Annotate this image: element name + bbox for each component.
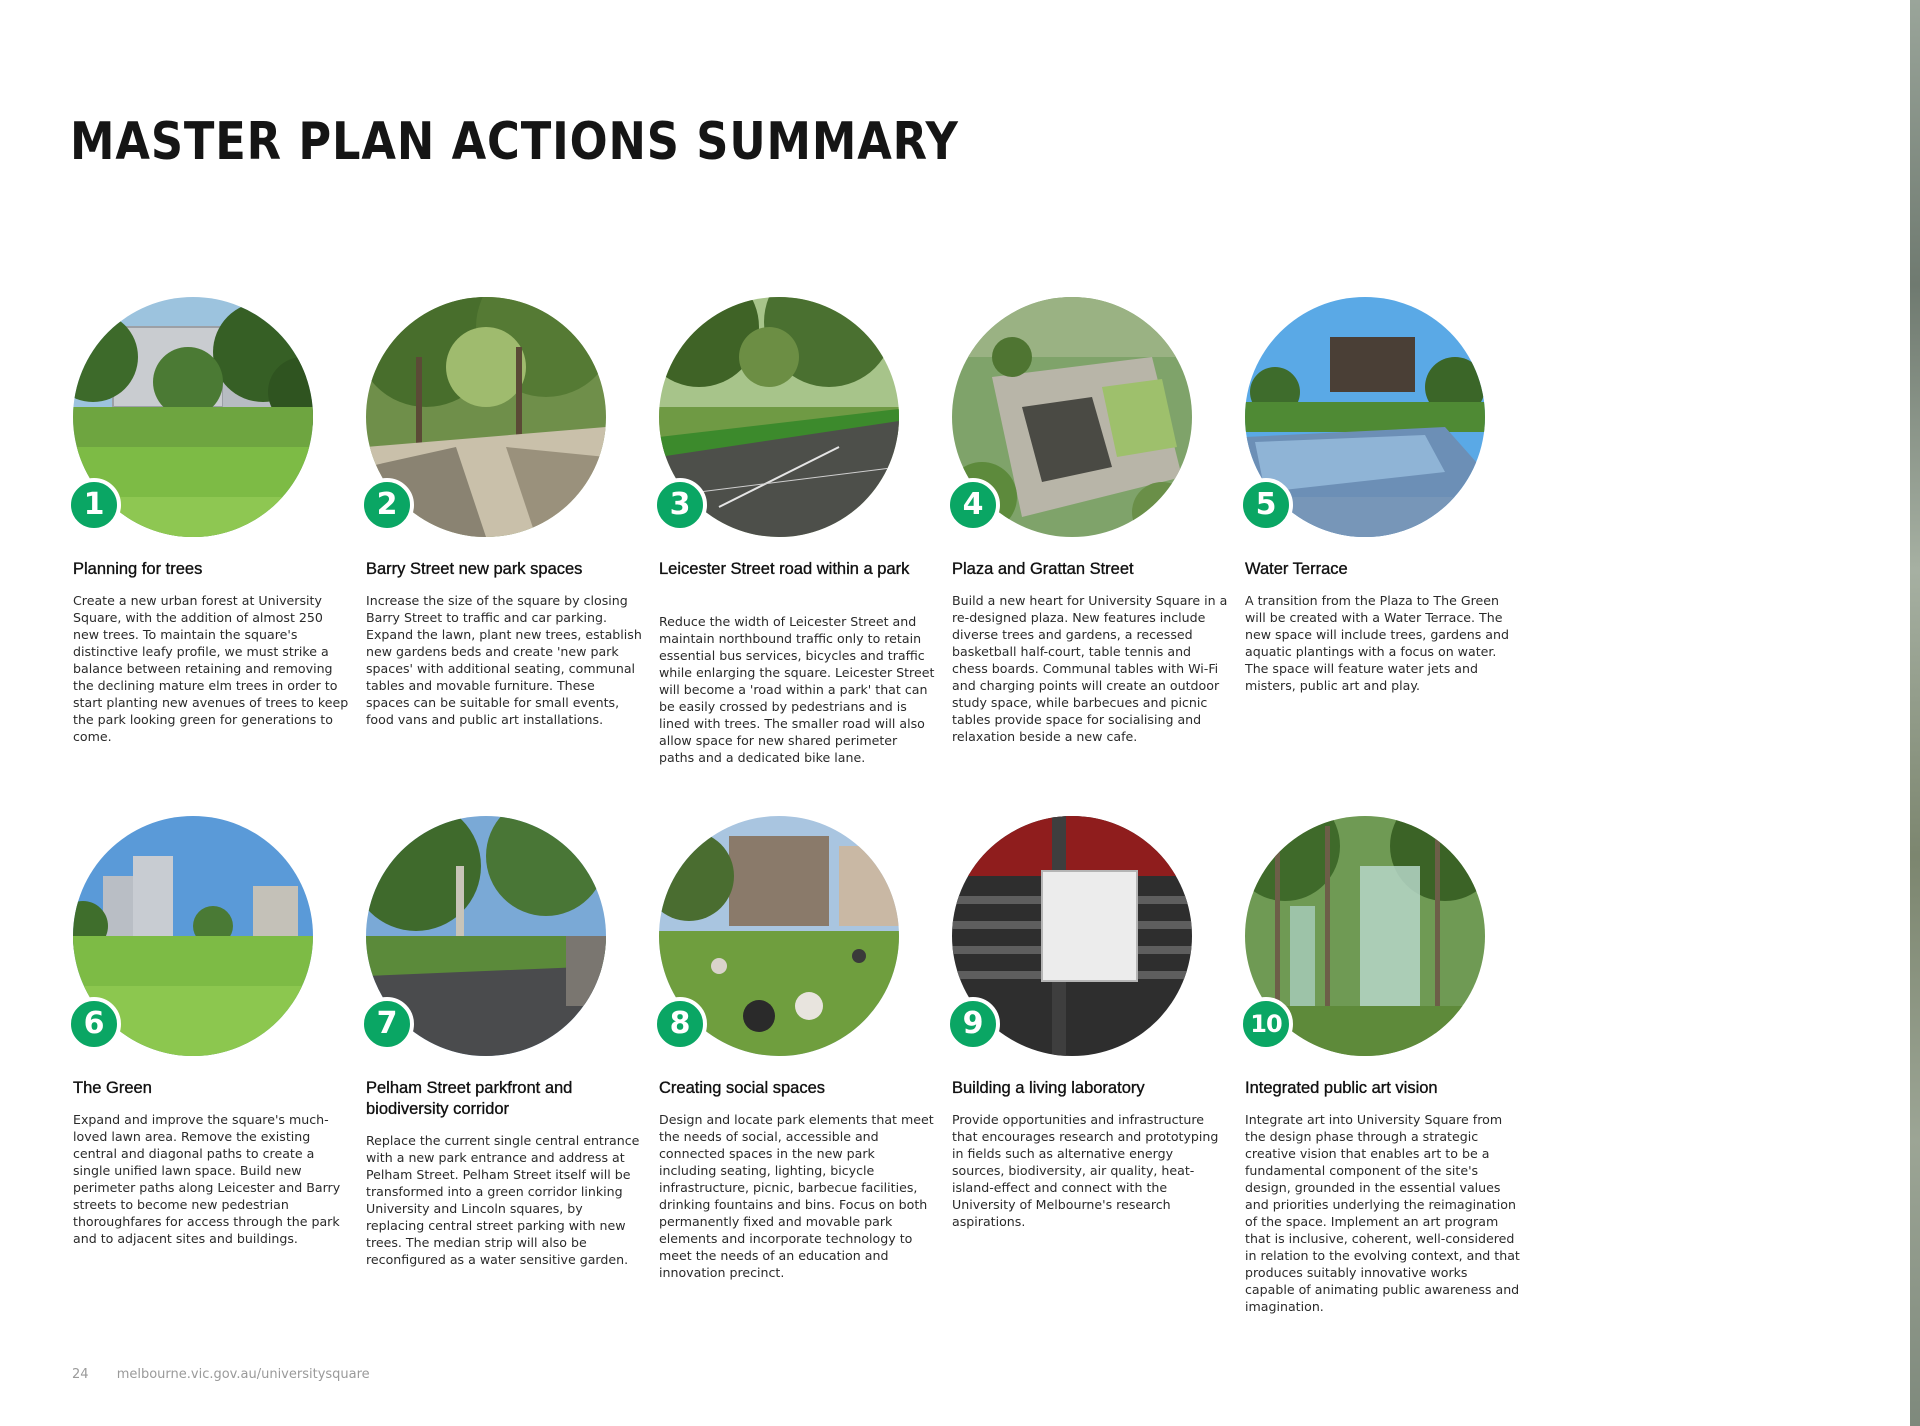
- action-description: Provide opportunities and infrastructure that encourages research and prototyping in fields such as alternative energy sources, biodiversity, air quality, heat-island-effect and connect with the University of Melbourne's research aspirations.: [952, 1112, 1219, 1229]
- action-title: Integrated public art vision: [1245, 1079, 1438, 1097]
- action-description: Build a new heart for University Square in a re-designed plaza. New features include diverse trees and gardens, a recessed basketball half-court, table tennis and chess boards. Communal tables with Wi-Fi and charging points will create an outdoor study space, while barbecues and picnic tables provide space for socialising and relaxation beside a new cafe.: [952, 593, 1228, 744]
- action-title: Pelham Street parkfront and biodiversity corridor: [366, 1079, 573, 1118]
- action-number-badge: 7: [360, 997, 414, 1051]
- page-title: MASTER PLAN ACTIONS SUMMARY: [70, 112, 959, 172]
- action-title: Planning for trees: [73, 560, 203, 578]
- action-number-badge: 9: [946, 997, 1000, 1051]
- action-title: Water Terrace: [1245, 560, 1348, 578]
- action-title: Plaza and Grattan Street: [952, 560, 1134, 578]
- action-number-badge: 8: [653, 997, 707, 1051]
- action-description: Replace the current single central entrance with a new park entrance and address at Pelham Street. Pelham Street itself will be transformed into a green corridor linking University and Lincoln squares, by replacing central street parking with new trees. The median strip will also be reconfigured as a water sensitive garden.: [366, 1133, 640, 1267]
- action-title: Barry Street new park spaces: [366, 560, 583, 578]
- action-description: Integrate art into University Square from the design phase through a strategic creative vision that enables art to be a fundamental component of the site's design, grounded in the essential values and priorities underlying the reimagination of the space. Implement an art program that is inclusive, coherent, well-considered in relation to the evolving context, and that produces suitably innovative works capable of animating public awareness and imagination.: [1245, 1112, 1520, 1314]
- action-number-badge: 3: [653, 478, 707, 532]
- adjacent-page-edge: [1910, 0, 1920, 1426]
- action-number-badge: 4: [946, 478, 1000, 532]
- action-description: Reduce the width of Leicester Street and maintain northbound traffic only to retain essential bus services, bicycles and traffic while enlarging the square. Leicester Street will become a 'road within a park' that can be easily crossed by pedestrians and is lined with trees. The smaller road will also allow space for new shared perimeter paths and a dedicated bike lane.: [659, 614, 935, 765]
- action-number-badge: 1: [67, 478, 121, 532]
- action-number-badge: 6: [67, 997, 121, 1051]
- page-footer: [72, 1367, 370, 1382]
- action-title: Leicester Street road within a park: [659, 560, 910, 578]
- action-number-badge: 2: [360, 478, 414, 532]
- action-title: The Green: [73, 1079, 152, 1097]
- action-description: Design and locate park elements that meet the needs of social, accessible and connected spaces in the new park including seating, lighting, bicycle infrastructure, picnic, barbecue facilities, drinking fountains and bins. Focus on both permanently fixed and movable park elements and incorporate technology to meet the needs of an education and innovation precinct.: [659, 1112, 934, 1280]
- action-number-badge: 5: [1239, 478, 1293, 532]
- action-description: Increase the size of the square by closing Barry Street to traffic and car parking. Expand the lawn, plant new trees, establish new gardens beds and create 'new park spaces' with additional seating, communal tables and movable furniture. These spaces can be suitable for small events, food vans and public art installations.: [366, 593, 642, 727]
- action-number-badge: 10: [1239, 997, 1293, 1051]
- action-description: Create a new urban forest at University Square, with the addition of almost 250 new trees. To maintain the square's distinctive leafy profile, we must strike a balance between retaining and removing the declining mature elm trees in order to start planting new avenues of trees to keep the park looking green for generations to come.: [73, 593, 349, 744]
- action-title: Building a living laboratory: [952, 1079, 1145, 1097]
- footer-url: melbourne.vic.gov.au/universitysquare: [116, 1367, 370, 1382]
- action-description: A transition from the Plaza to The Green will be created with a Water Terrace. The new space will include trees, gardens and aquatic plantings with a focus on water. The space will feature water jets and misters, public art and play.: [1245, 593, 1509, 693]
- action-description: Expand and improve the square's much-loved lawn area. Remove the existing central and diagonal paths to create a single unified lawn space. Build new perimeter paths along Leicester and Barry streets to become new pedestrian thoroughfares for access through the park and to adjacent sites and buildings.: [73, 1112, 341, 1246]
- action-title: Creating social spaces: [659, 1079, 825, 1097]
- page-number: 24: [72, 1367, 89, 1382]
